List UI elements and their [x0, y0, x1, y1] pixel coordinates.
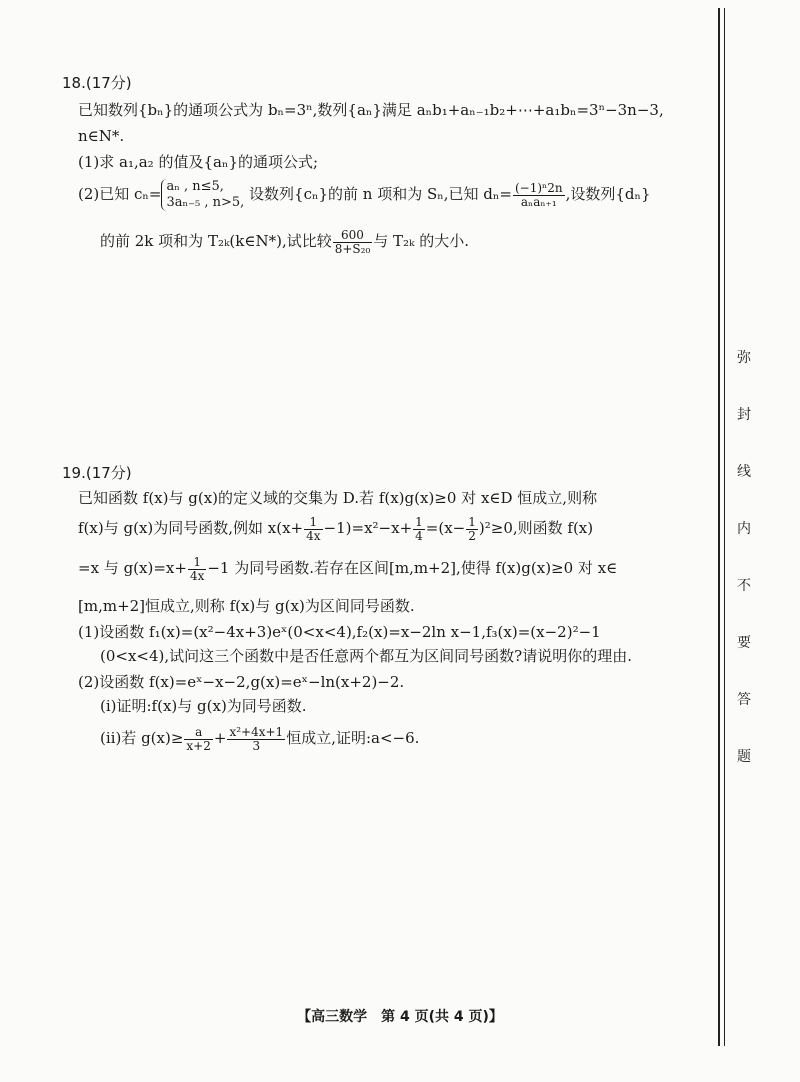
q18-stem-line2: n∈N*.	[78, 127, 125, 145]
q19-line2-part-c: =(x−	[425, 519, 466, 537]
fraction-num: 1	[188, 556, 206, 570]
fraction-num: x²+4x+1	[229, 724, 284, 739]
seal-char: 线	[737, 464, 751, 480]
q18-stem-line1: 已知数列{bₙ}的通项公式为 bₙ=3ⁿ,数列{aₙ}满足 aₙb₁+aₙ₋₁b₂+⋯+a₁bₙ=3ⁿ−3n−3,	[78, 101, 664, 119]
q19-stem-line4: [m,m+2]恒成立,则称 f(x)与 g(x)为区间同号函数.	[78, 597, 415, 615]
fraction-d	[513, 182, 565, 209]
seal-char: 弥	[737, 350, 751, 366]
fraction-num: 1	[415, 514, 423, 529]
fraction-1-over-4	[413, 516, 425, 543]
piecewise-c	[161, 179, 244, 211]
fraction-compare-num: 600	[333, 229, 373, 243]
q18-header: 18.(17分)	[62, 74, 132, 92]
q19-part2-ii	[100, 720, 419, 756]
q18-part2-e: 与 T₂ₖ 的大小.	[373, 232, 470, 250]
q19-stem-line3	[78, 550, 617, 586]
plus-sign: +	[213, 729, 227, 747]
fraction-d-num: (−1)ⁿ2n	[514, 180, 563, 195]
q19-part2-i: (ⅰ)证明:f(x)与 g(x)为同号函数.	[100, 697, 307, 715]
fraction-1-over-4x	[304, 516, 322, 543]
q18-part2-tail: ,设数列{dₙ}	[565, 185, 651, 203]
q19-line3-part-a: =x 与 g(x)=x+	[78, 559, 187, 577]
q19-part2: (2)设函数 f(x)=eˣ−x−2,g(x)=eˣ−ln(x+2)−2.	[78, 673, 405, 691]
q19-line2-part-d: )²≥0,则函数 f(x)	[478, 519, 594, 537]
fraction-compare	[333, 229, 373, 256]
q19-ii-prefix: (ⅱ)若 g(x)≥	[100, 729, 184, 747]
binding-line-inner	[724, 8, 725, 1046]
fraction-num: a	[184, 726, 212, 740]
q19-line2-part-a: f(x)与 g(x)为同号函数,例如 x(x+	[78, 519, 304, 537]
fraction-num: 1	[304, 516, 322, 530]
fraction-den: 4x	[189, 568, 205, 583]
seal-char: 封	[737, 407, 751, 423]
seal-char: 内	[737, 521, 751, 537]
q19-ii-suffix: 恒成立,证明:a<−6.	[286, 729, 420, 747]
case-1: aₙ , n≤5,	[166, 179, 224, 194]
fraction-den: 2	[468, 528, 476, 543]
fraction-d-den: aₙaₙ₊₁	[520, 194, 557, 209]
binding-line-outer	[718, 8, 720, 1046]
q19-part1-line1: (1)设函数 f₁(x)=(x²−4x+3)eˣ(0<x<4),f₂(x)=x−2ln x−1,f₃(x)=(x−2)²−1	[78, 623, 601, 641]
q19-stem-line1: 已知函数 f(x)与 g(x)的定义域的交集为 D.若 f(x)g(x)≥0 对 x∈D 恒成立,则称	[78, 489, 598, 507]
seal-char: 题	[737, 749, 751, 765]
fraction-poly-over-3	[227, 726, 285, 753]
seal-char: 不	[737, 578, 751, 594]
page-footer: 【高三数学 第 4 页(共 4 页)】	[297, 1009, 503, 1025]
q19-line3-part-b: −1 为同号函数.若存在区间[m,m+2],使得 f(x)g(x)≥0 对 x∈	[207, 559, 618, 577]
q19-line2-part-b: −1)=x²−x+	[323, 519, 413, 537]
q18-part2-line2	[100, 224, 469, 258]
q18-part2-d: 的前 2k 项和为 T₂ₖ(k∈N*),试比较	[100, 232, 332, 250]
fraction-1-over-2	[466, 516, 478, 543]
fraction-den: 4	[415, 528, 423, 543]
q18-part2-mid: 设数列{cₙ}的前 n 项和为 Sₙ,已知 dₙ=	[244, 185, 512, 203]
fraction-1-over-4x	[188, 556, 206, 583]
fraction-den: 4x	[306, 528, 321, 543]
q18-part2-prefix: (2)已知 cₙ=	[78, 185, 162, 203]
q19-header: 19.(17分)	[62, 464, 132, 482]
case-2: 3aₙ₋₅ , n>5,	[166, 195, 245, 210]
q18-part2-line	[78, 176, 651, 212]
seal-char: 要	[737, 635, 751, 651]
fraction-num: 1	[468, 514, 476, 529]
fraction-compare-den: 8+S₂₀	[334, 241, 371, 256]
q18-part1: (1)求 a₁,a₂ 的值及{aₙ}的通项公式;	[78, 153, 319, 171]
seal-char: 答	[737, 692, 751, 708]
fraction-den: 3	[252, 738, 261, 753]
q19-stem-line2	[78, 510, 593, 546]
fraction-den: x+2	[186, 738, 211, 753]
fraction-a-over-x2	[184, 726, 212, 753]
q19-part1-line2: (0<x<4),试问这三个函数中是否任意两个都互为区间同号函数?请说明你的理由.	[100, 647, 632, 665]
